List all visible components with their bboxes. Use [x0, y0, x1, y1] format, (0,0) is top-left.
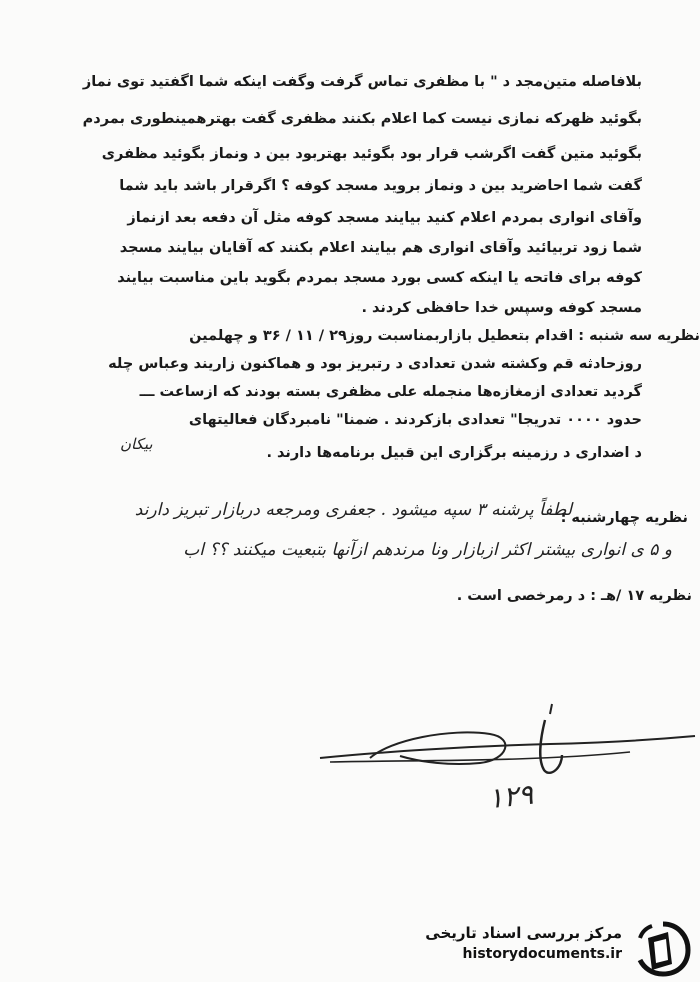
archive-logo-icon	[634, 920, 692, 978]
typed-line-5: وآقای انواری بمردم اعلام کنید بیایند مسجد کوفه مثل آن دفعه بعد ازنماز	[127, 210, 642, 226]
footer-title: مرکز بررسی اسناد تاریخی	[425, 924, 622, 942]
paragraph-three-line-5: د اضداری د رزمینه برگزاری این قبیل برنامه‌ها دارند .	[266, 445, 642, 461]
footer-url: historydocuments.ir	[462, 946, 622, 962]
typed-line-1: بلافاصله متین‌مجد د " با مظفری تماس گرفت وگفت اینکه شما اگفتید توی نماز	[82, 74, 642, 90]
signature-number: ۱۲۹	[486, 777, 535, 816]
footer-text	[425, 924, 622, 962]
typed-line-4: گفت شما احاضرید بین د ونماز بروید مسجد کوفه ؟ اگرقرار باشد باید شما	[119, 178, 642, 194]
paragraph-four-label: نظریه چهارشنبه :	[560, 510, 688, 526]
typed-line-2: بگوئید ظهرکه نمازی نیست کما اعلام بکنند مظفری گفت بهترهمینطوری بمردم	[82, 111, 642, 127]
typed-line-6: شما زود تربیائید وآقای انواری هم بیایند اعلام بکنند که آقایان بیایند مسجد	[119, 240, 642, 256]
paragraph-four-handwriting-1: لطفاً پرشنه‌ ۳ سپه میشود . جعفری ومرجعه دربازار تبریز دارند	[134, 500, 572, 520]
paragraph-four-handwriting-2: و ۵ ی انواری بیشتر اکثر ازبازار ونا مرندهم ازآنها بتبعیت میکنند ؟؟ اب	[183, 540, 672, 560]
paragraph-three-line-1: نظریه سه شنبه : اقدام بتعطیل بازاربمناسبت روز۲۹ / ۱۱ / ۳۶ و چهلمین	[189, 328, 700, 344]
typed-line-7: کوفه برای فاتحه یا اینکه کسی بورد مسجد بمردم بگوید باین مناسبت بیایند	[117, 270, 642, 286]
paragraph-three-line-4: حدود ۰۰۰۰ تدریجا" تعدادی بازکردند . ضمنا" نامبردگان فعالیتهای	[188, 412, 642, 428]
handwritten-insert: بیکان	[120, 435, 153, 453]
paragraph-three-line-2: روزحادثه قم وکشته شدن تعدادی د رتبریز بود و هماکنون زاریند وعباس چله	[108, 356, 642, 372]
typed-line-8: مسجد کوفه وسپس خدا حافظی کردند .	[361, 300, 642, 316]
paragraph-three-line-3: گردید تعدادی ازمغازه‌ها منجمله علی مظفری بسته بودند که ازساعت ـــ	[139, 384, 642, 400]
archive-footer	[418, 920, 700, 976]
typed-line-3: بگوئید متین گفت اگرشب قرار بود بگوئید بهتربود بین د ونماز بگوئید مظفری	[101, 146, 642, 162]
paragraph-five: نظریه ۱۷ /هـ : د رمرخصی است .	[456, 588, 692, 604]
